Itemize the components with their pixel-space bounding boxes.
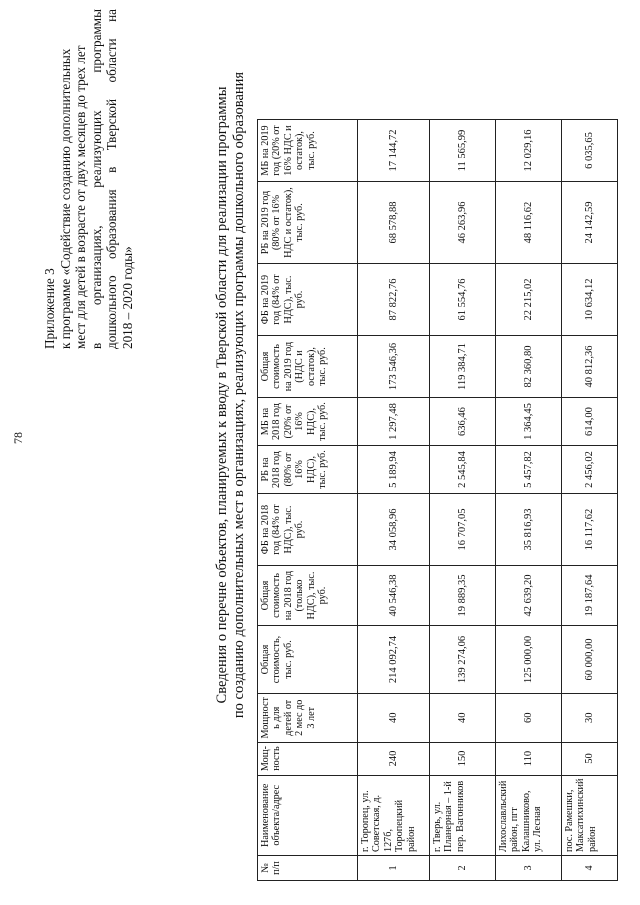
row-number: 1 (358, 856, 430, 881)
rb-2019-cell: 68 578,88 (358, 182, 430, 264)
cost-2019-cell: 82 360,80 (496, 336, 562, 398)
object-address: г. Торопец, ул. Советская, д. 127б, Торопецкий район (358, 775, 430, 855)
object-address: пос. Рамешки, Максатихинский район (562, 775, 618, 855)
rb-2018-cell: 2 545,84 (430, 446, 496, 494)
mb-2019-cell: 6 035,65 (562, 120, 618, 182)
rb-2019-cell: 48 116,62 (496, 182, 562, 264)
cost-2018-cell: 42 639,20 (496, 566, 562, 626)
capacity-cell: 110 (496, 742, 562, 775)
row-number: 3 (496, 856, 562, 881)
header-cell: ФБ на 2019 год (84% от НДС), тыс. руб. (258, 264, 358, 336)
cost-2018-cell: 19 889,35 (430, 566, 496, 626)
fb-2019-cell: 87 822,76 (358, 264, 430, 336)
total-cost-cell: 60 000,00 (562, 626, 618, 694)
cost-2018-cell: 40 546,38 (358, 566, 430, 626)
fb-2018-cell: 34 058,96 (358, 494, 430, 566)
cost-2019-cell: 40 812,36 (562, 336, 618, 398)
capacity-cell: 240 (358, 742, 430, 775)
mb-2018-cell: 1 364,45 (496, 398, 562, 446)
table-row (430, 120, 496, 881)
fb-2019-cell: 61 554,76 (430, 264, 496, 336)
header-cell: Мощност ь для детей от 2 мес до 3 лет (258, 694, 358, 743)
table-row (496, 120, 562, 881)
fb-2019-cell: 10 634,12 (562, 264, 618, 336)
capacity-cell: 150 (430, 742, 496, 775)
appendix-line: мест для детей в возрасте от двух месяцев до трех лет (73, 45, 89, 349)
capacity-infants-cell: 30 (562, 694, 618, 743)
object-address: Лихославльский район, пгт Калашниково, ул. Лесная (496, 775, 562, 855)
mb-2019-cell: 12 029,16 (496, 120, 562, 182)
rb-2018-cell: 2 456,02 (562, 446, 618, 494)
fb-2018-cell: 35 816,93 (496, 494, 562, 566)
object-address: г. Тверь, ул. Планерная – 1-й пер. Вагонников (430, 775, 496, 855)
title-line: по созданию дополнительных мест в организациях, реализующих программы дошкольного образования (231, 71, 248, 719)
mb-2019-cell: 17 144,72 (358, 120, 430, 182)
appendix-line: 2018 – 2020 годы» (119, 246, 135, 349)
appendix-block (42, 9, 135, 349)
mb-2018-cell: 614,00 (562, 398, 618, 446)
rb-2019-cell: 46 263,96 (430, 182, 496, 264)
mb-2018-cell: 1 297,48 (358, 398, 430, 446)
fb-2018-cell: 16 117,62 (562, 494, 618, 566)
header-cell: МБ на 2018 год (20% от 16% НДС), тыс. руб. (258, 398, 358, 446)
objects-table (257, 119, 618, 881)
capacity-infants-cell: 40 (430, 694, 496, 743)
appendix-line: дошкольного образования в Тверской области на (104, 9, 120, 349)
row-number: 4 (562, 856, 618, 881)
page-number: 78 (11, 432, 25, 444)
mb-2018-cell: 636,46 (430, 398, 496, 446)
header-cell: Общая стоимость, тыс. руб. (258, 626, 358, 694)
capacity-infants-cell: 60 (496, 694, 562, 743)
document-title (214, 15, 249, 775)
table-header-row (258, 120, 358, 881)
rb-2018-cell: 5 189,94 (358, 446, 430, 494)
header-cell: РБ на 2018 год (80% от 16% НДС), тыс. руб. (258, 446, 358, 494)
table-row (562, 120, 618, 881)
cost-2018-cell: 19 187,64 (562, 566, 618, 626)
fb-2019-cell: 22 215,02 (496, 264, 562, 336)
header-cell: РБ на 2019 год (80% от 16% НДС и остаток), тыс. руб. (258, 182, 358, 264)
capacity-infants-cell: 40 (358, 694, 430, 743)
table-row (358, 120, 430, 881)
cost-2019-cell: 119 384,71 (430, 336, 496, 398)
cost-2019-cell: 173 546,36 (358, 336, 430, 398)
capacity-cell: 50 (562, 742, 618, 775)
appendix-heading: Приложение 3 (42, 268, 57, 349)
rb-2018-cell: 5 457,82 (496, 446, 562, 494)
header-cell: Общая стоимость на 2018 год (только НДС), тыс. руб. (258, 566, 358, 626)
mb-2019-cell: 11 565,99 (430, 120, 496, 182)
header-cell: Наименование объекта/адрес (258, 775, 358, 855)
appendix-line: к программе «Содействие созданию дополнительных (57, 48, 73, 349)
rb-2019-cell: 24 142,59 (562, 182, 618, 264)
fb-2018-cell: 16 707,05 (430, 494, 496, 566)
header-cell: МБ на 2019 год (20% от 16% НДС и остаток), тыс. руб. (258, 120, 358, 182)
header-cell: № п/п (258, 856, 358, 881)
appendix-line: в организациях, реализующих программы (88, 9, 104, 349)
header-cell: ФБ на 2018 год (84% от НДС), тыс. руб. (258, 494, 358, 566)
total-cost-cell: 125 000,00 (496, 626, 562, 694)
total-cost-cell: 139 274,06 (430, 626, 496, 694)
header-cell: Мощ-ность (258, 742, 358, 775)
row-number: 2 (430, 856, 496, 881)
title-line: Сведения о перечне объектов, планируемых к вводу в Тверской области для реализации программы (214, 86, 230, 704)
total-cost-cell: 214 092,74 (358, 626, 430, 694)
header-cell: Общая стоимость на 2019 год (НДС и остаток), тыс. руб. (258, 336, 358, 398)
